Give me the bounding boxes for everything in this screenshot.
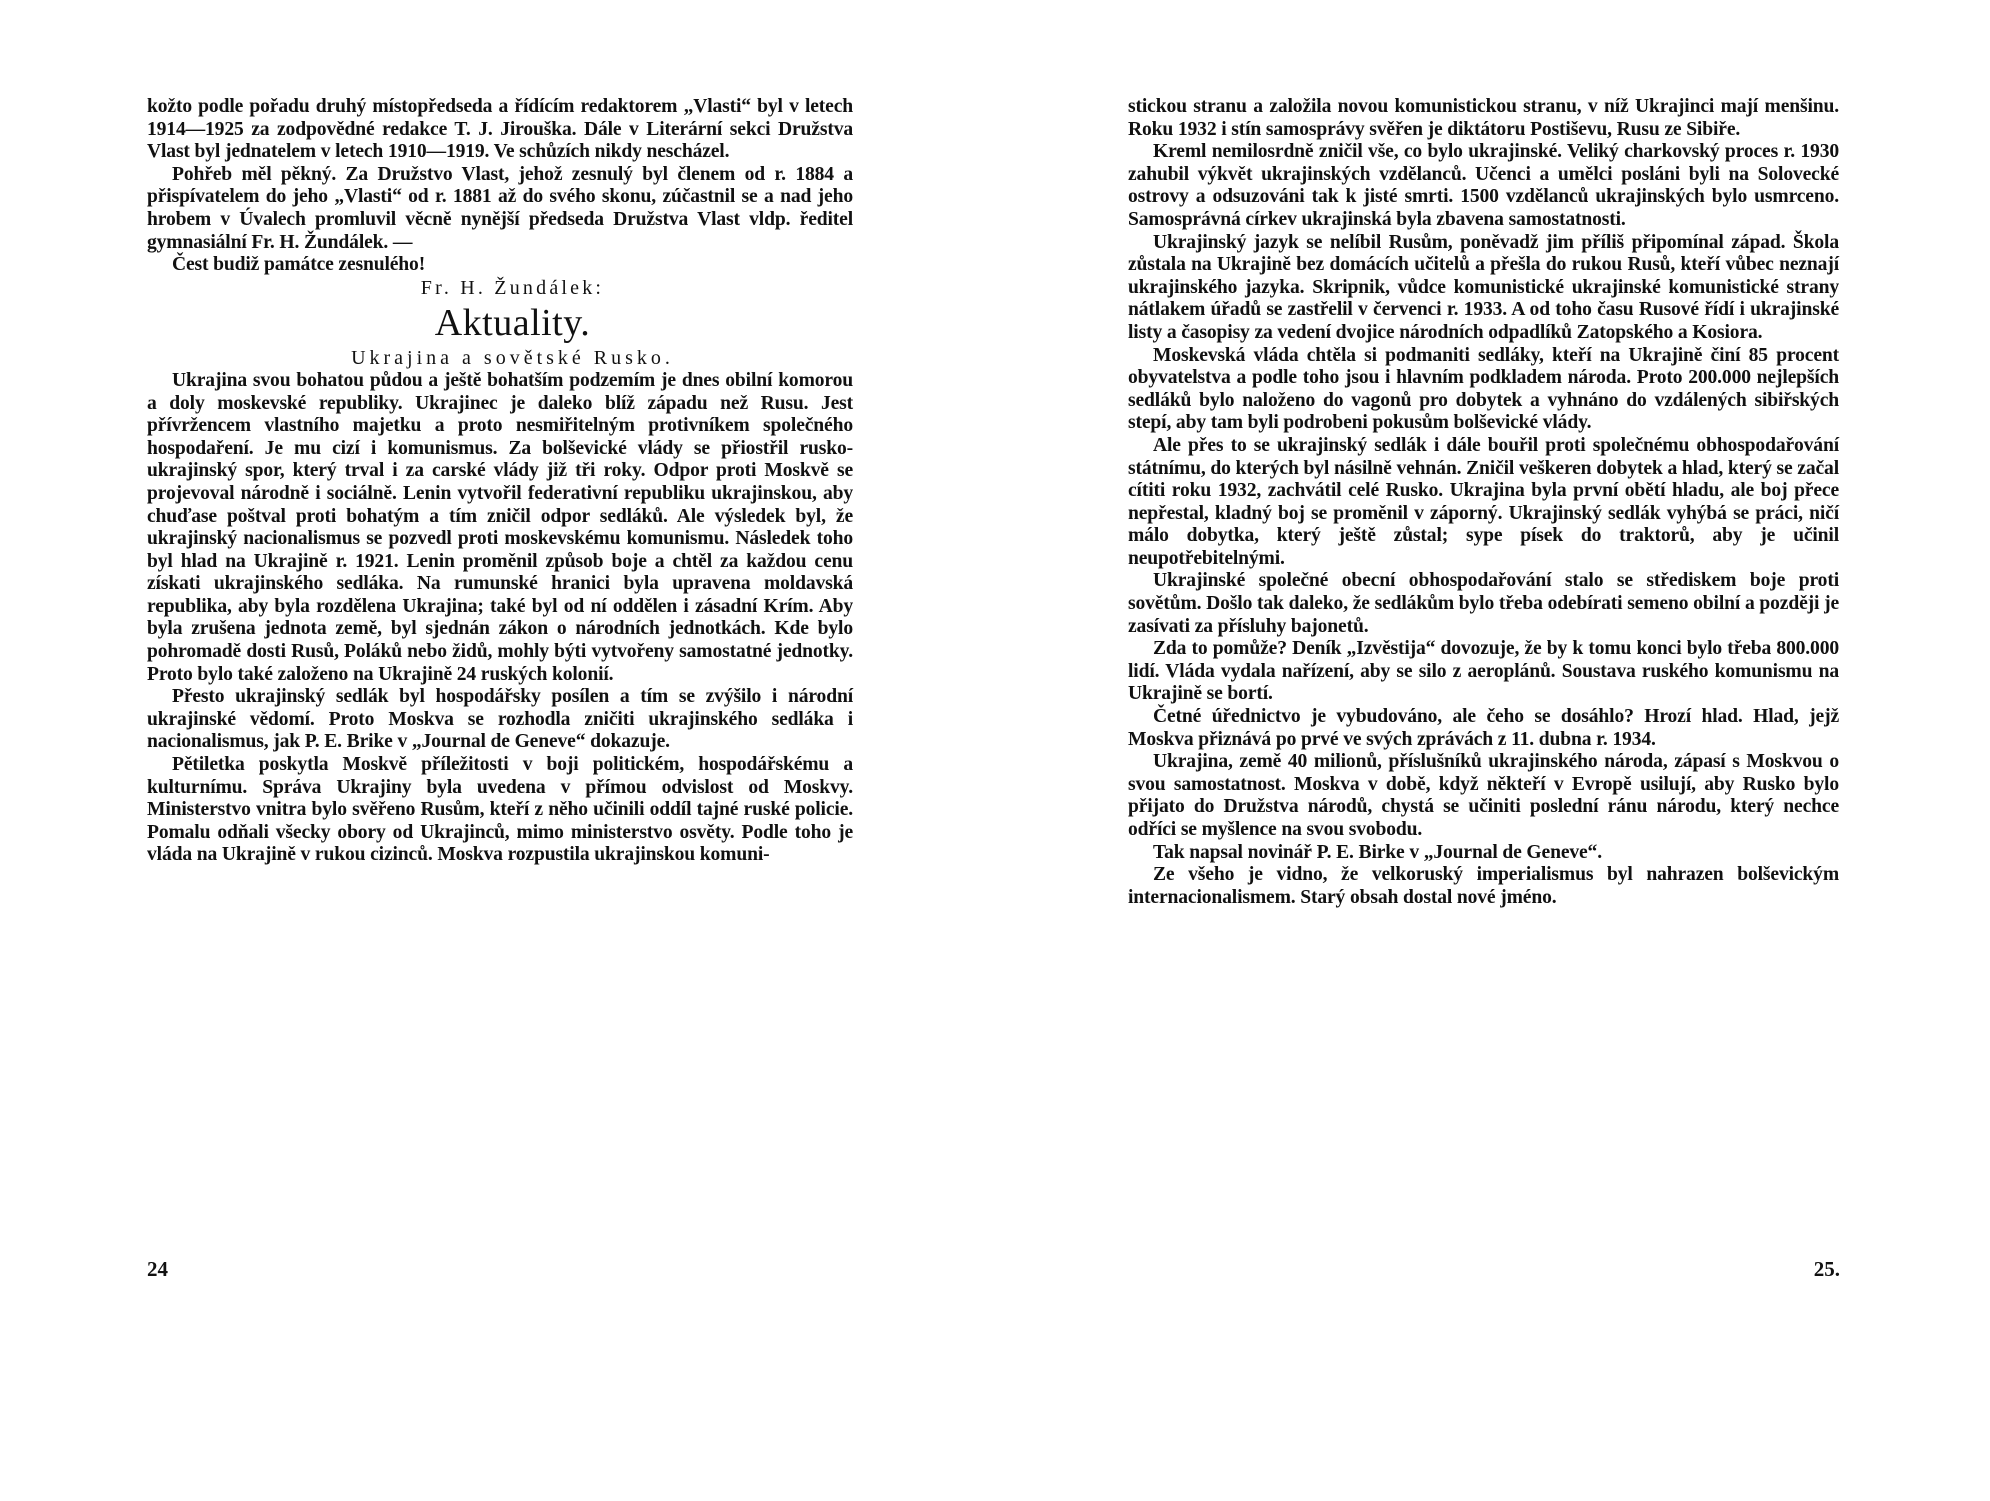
right-paragraph-3: Ukrajinský jazyk se nelíbil Rusům, poněvadž jim příliš připomínal západ. Škola zůstala na Ukrajině bez domácích učitelů a přešla do rukou Rusů, kteří vůbec neznají ukrajinského jazyka. Skripnik, vůdce komunistické ukrajinské komunistické strany nátlakem úřadů se zastřelil v červenci r. 1933. A od toho času Rusové řídí i ukrajinské listy a časopisy za vedení dvojice národních odpadlíků Zatopského a Kosiora. — [1128, 231, 1839, 343]
right-page — [995, 0, 1990, 1501]
left-paragraph-1: kožto podle pořadu druhý místopředseda a řídícím redaktorem „Vlasti“ byl v letech 1914—1925 za zodpovědné redakce T. J. Jirouška. Dále v Literární sekci Družstva Vlast byl jednatelem v letech 1910—1919. Ve schůzích nikdy nescházel. — [147, 96, 853, 163]
right-paragraph-2: Kreml nemilosrdně zničil vše, co bylo ukrajinské. Veliký charkovský proces r. 1930 zahubil výkvět ukrajinských vzdělanců. Učenci a umělci posláni byli na Solovecké ostrovy a odsuzováni tak k jisté smrti. 1500 vzdělanců ukrajinských bylo usmrceno. Samosprávná církev ukrajinská byla zbavena samostatnosti. — [1128, 141, 1839, 230]
article-paragraph-1: Ukrajina svou bohatou půdou a ještě bohatším podzemím je dnes obilní komorou a doly moskevské republiky. Ukrajinec je daleko blíž západu než Rusu. Jest přívržencem vlastního majetku a proto nesmiřitelným protivníkem společného hospodaření. Je mu cizí i komunismus. Za bolševické vlády se přiostřil rusko-ukrajinský spor, který trval i za carské vlády již tři roky. Odpor proti Moskvě se projevoval národně i sociálně. Lenin vytvořil federativní republiku ukrajinskou, aby chuďase poštval proti bohatým a tím zničil odpor sedláků. Ale výsledek byl, že ukrajinský nacionalismus se pozvedl proti moskevskému komunismu. Následek toho byl hlad na Ukrajině r. 1921. Lenin proměnil způsob boje a chtěl za každou cenu získati ukrajinského sedláka. Na rumunské hranici byla upravena moldavská republika, aby byla rozdělena Ukrajina; také byl od ní oddělen i zásadní Krím. Aby byla zrušena jednota země, byl sjednán zákon o národních jednotkách. Kde bylo pohromadě dosti Rusů, Poláků nebo židů, mohly býti vytvořeny samostatné jednotky. Proto bylo také založeno na Ukrajině 24 ruských kolonií. — [147, 369, 853, 685]
right-page-text-column — [1128, 96, 1839, 909]
article-paragraph-3: Pětiletka poskytla Moskvě příležitosti v boji politickém, hospodářskému a kulturnímu. Správa Ukrajiny byla uvedena v přímou odvislost od Moskvy. Ministerstvo vnitra bylo svěřeno Rusům, kteří z něho učinili oddíl tajné ruské policie. Pomalu odňali všecky obory od Ukrajinců, mimo ministerstvo osvěty. Podle toho je vláda na Ukrajině v rukou cizinců. Moskva rozpustila ukrajinskou komuni- — [147, 754, 853, 866]
right-paragraph-1: stickou stranu a založila novou komunistickou stranu, v níž Ukrajinci mají menšinu. Roku 1932 i stín samosprávy svěřen je diktátoru Postiševu, Rusu ze Sibiře. — [1128, 96, 1839, 140]
article-author: Fr. H. Žundálek: — [420, 276, 605, 299]
right-paragraph-6: Ukrajinské společné obecní obhospodařování stalo se střediskem boje proti sovětům. Došlo tak daleko, že sedlákům bylo třeba odebírati semeno obilní a později je zasívati za přísluhy bajonetů. — [1128, 570, 1839, 637]
page-number-left: 24 — [147, 1257, 168, 1281]
right-paragraph-5: Ale přes to se ukrajinský sedlák i dále bouřil proti společnému obhospodařování státnímu, do kterých byl násilně vehnán. Zničil veškeren dobytek a hlad, který se začal cítiti roku 1932, zachvátil celé Rusko. Ukrajina byla první obětí hladu, ale boj přece nepřestal, kladný boj se proměnil v záporný. Ukrajinský sedlák vyhýbá se práci, ničí málo dobytka, který ještě zůstal; sype písek do traktorů, aby je učinil neupotřebitelnými. — [1128, 434, 1839, 569]
left-page-text-column — [147, 96, 853, 867]
right-paragraph-11: Ze všeho je vidno, že velkoruský imperialismus byl nahrazen bolševickým internacionalismem. Starý obsah dostal nové jméno. — [1128, 864, 1839, 908]
right-paragraph-9: Ukrajina, země 40 milionů, příslušníků ukrajinského národa, zápasí s Moskvou o svou samostatnost. Moskva v době, když někteří v Evropě usilují, aby Rusko bylo přijato do Družstva národů, chystá se učiniti poslední ránu národu, který nechce odříci se myšlence na svou svobodu. — [1128, 751, 1839, 840]
article-subtitle: Ukrajina a sovětské Rusko. — [351, 347, 674, 370]
right-paragraph-7: Zda to pomůže? Deník „Izvěstija“ dovozuje, že by k tomu konci bylo třeba 800.000 lidí. Vláda vydala nařízení, aby se silo z aeroplánů. Soustava ruského komunismu na Ukrajině se bortí. — [1128, 638, 1839, 705]
left-paragraph-2: Pohřeb měl pěkný. Za Družstvo Vlast, jehož zesnulý byl členem od r. 1884 a přispívatelem do jeho „Vlasti“ od r. 1881 až do svého skonu, zúčastnil se a nad jeho hrobem v Úvalech promluvil věcně nynější předseda Družstva Vlast vldp. ředitel gymnasiální Fr. H. Žundálek. — — [147, 163, 853, 253]
right-paragraph-8: Četné úřednictvo je vybudováno, ale čeho se dosáhlo? Hrozí hlad. Hlad, jejž Moskva přiznává po prvé ve svých zprávách z 11. dubna r. 1934. — [1128, 706, 1839, 750]
article-paragraph-2: Přesto ukrajinský sedlák byl hospodářsky posílen a tím se zvýšilo i národní ukrajinské vědomí. Proto Moskva se rozhodla zničiti ukrajinského sedláka i nacionalismus, jak P. E. Brike v „Journal de Geneve“ dokazuje. — [147, 686, 853, 753]
left-paragraph-3: Čest budiž památce zesnulého! — [172, 254, 426, 276]
right-paragraph-4: Moskevská vláda chtěla si podmaniti sedláky, kteří na Ukrajině činí 85 procent obyvatelstva a podle toho jsou i hlavním podkladem národa. Proto 200.000 nejlepších sedláků bylo naloženo do vagonů pro dobytek a vyhnáno do vzdálených sibiřských stepí, aby tam byli podrobeni pokusům bolševické vlády. — [1128, 344, 1839, 434]
right-paragraph-10: Tak napsal novinář P. E. Birke v „Journal de Geneve“. — [1153, 841, 1602, 863]
article-title: Aktuality. — [434, 302, 591, 345]
page-number-right: 25. — [1813, 1257, 1840, 1281]
